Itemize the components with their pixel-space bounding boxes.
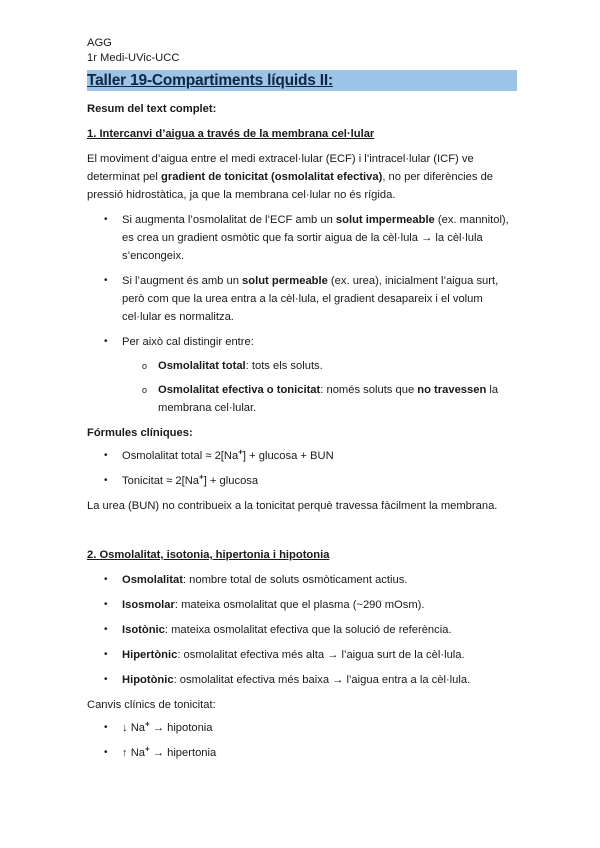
header-author: AGG xyxy=(87,37,112,49)
bullet-icon: • xyxy=(104,214,108,225)
list-item: • ↓ Na+ → hipotonia xyxy=(87,719,517,737)
definitions-list xyxy=(87,571,517,689)
section-1-intro: El moviment d’aigua entre el medi extracel·lular (ECF) i l’intracel·lular (ICF) ve determinat pel gradient de tonicitat (osmolalitat efectiva), no per diferències de pressió hidrostàtica, ja que la membrana cel·lular no és rígida. xyxy=(87,153,494,201)
header-course: 1r Medi-UVic-UCC xyxy=(87,51,180,64)
circle-bullet-icon: o xyxy=(142,361,148,371)
bullet-icon: • xyxy=(104,336,108,347)
formulas-list xyxy=(87,447,517,490)
list-item: • Osmolalitat: nombre total de soluts osmòticament actius. xyxy=(87,571,517,589)
tonicity-changes-list xyxy=(87,719,517,762)
section-1-heading: 1. Intercanvi d’aigua a través de la membrana cel·lular xyxy=(87,128,375,140)
summary-label: Resum del text complet: xyxy=(87,103,217,115)
tonicity-changes-label: Canvis clínics de tonicitat: xyxy=(87,699,216,711)
circle-bullet-icon: o xyxy=(142,385,148,395)
list-item: • Si augmenta l’osmolalitat de l’ECF amb un solut impermeable (ex. mannitol), es crea un gradient osmòtic que fa sortir aigua de la cèl·lula → la cèl·lula s’encongeix. xyxy=(87,211,517,265)
list-item: • Si l’augment és amb un solut permeable (ex. urea), inicialment l’aigua surt, però com que la urea entra a la cèl·lula, el gradient desapareix i el volum cel·lular es normalitza. xyxy=(87,272,517,326)
bullet-icon: • xyxy=(104,574,108,585)
bullet-icon: • xyxy=(104,722,108,733)
title-bar xyxy=(87,70,517,91)
list-item: • Tonicitat ≈ 2[Na+] + glucosa xyxy=(87,472,517,490)
sub-list xyxy=(87,357,517,417)
bullet-icon: • xyxy=(104,624,108,635)
bullet-icon: • xyxy=(104,747,108,758)
list-item: • Osmolalitat total ≈ 2[Na+] + glucosa + BUN xyxy=(87,447,517,465)
section-2-heading: 2. Osmolalitat, isotonia, hipertonia i hipotonia xyxy=(87,549,330,561)
bullet-icon: • xyxy=(104,649,108,660)
bullet-icon: • xyxy=(104,599,108,610)
list-item: • Hipotònic: osmolalitat efectiva més baixa → l’aigua entra a la cèl·lula. xyxy=(87,671,517,689)
list-item: o Osmolalitat total: tots els soluts. xyxy=(87,357,517,375)
document-page xyxy=(87,36,517,762)
section-1-bullets xyxy=(87,211,517,417)
bullet-icon: • xyxy=(104,475,108,486)
page-title: Taller 19-Compartiments líquids II: xyxy=(87,71,333,89)
bullet-icon: • xyxy=(104,450,108,461)
list-item: o Osmolalitat efectiva o tonicitat: només soluts que no travessen la membrana cel·lular. xyxy=(87,381,517,417)
list-item: • Per això cal distingir entre: o Osmolalitat total: tots els soluts. o Osmolalitat efectiva o tonicitat: només soluts que no travessen la membrana cel·lular. xyxy=(87,333,517,417)
bullet-icon: • xyxy=(104,674,108,685)
list-item: • ↑ Na+ → hipertonia xyxy=(87,744,517,762)
formulas-label: Fórmules clíniques: xyxy=(87,427,193,439)
urea-note: La urea (BUN) no contribueix a la tonicitat perquè travessa fàcilment la membrana. xyxy=(87,500,498,512)
list-item: • Hipertònic: osmolalitat efectiva més alta → l’aigua surt de la cèl·lula. xyxy=(87,646,517,664)
list-item: • Isosmolar: mateixa osmolalitat que el plasma (~290 mOsm). xyxy=(87,596,517,614)
bullet-icon: • xyxy=(104,275,108,286)
list-item: • Isotònic: mateixa osmolalitat efectiva que la solució de referència. xyxy=(87,621,517,639)
